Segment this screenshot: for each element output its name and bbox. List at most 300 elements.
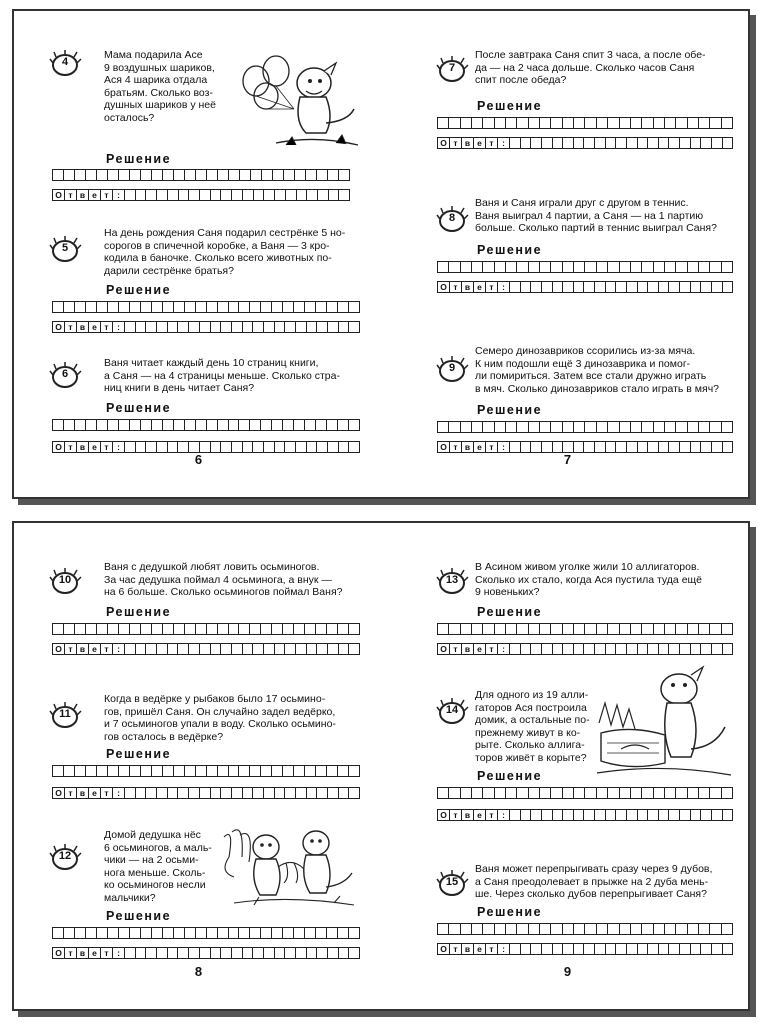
grid-cell[interactable] — [563, 422, 574, 432]
grid-cell[interactable] — [119, 928, 130, 938]
grid-cell[interactable] — [585, 118, 596, 128]
grid-cell[interactable] — [189, 442, 200, 452]
answer-cells[interactable] — [125, 322, 359, 332]
grid-cell[interactable] — [283, 420, 294, 430]
grid-cell[interactable] — [542, 282, 553, 292]
grid-cell[interactable] — [125, 442, 136, 452]
grid-cell[interactable] — [157, 788, 168, 798]
grid-cell[interactable] — [174, 302, 185, 312]
grid-cell[interactable] — [506, 118, 517, 128]
grid-cell[interactable] — [339, 948, 350, 958]
grid-cell[interactable] — [221, 442, 232, 452]
grid-cell[interactable] — [157, 190, 168, 200]
grid-cell[interactable] — [349, 624, 359, 634]
grid-cell[interactable] — [338, 420, 349, 430]
grid-cell[interactable] — [531, 944, 542, 954]
grid-cell[interactable] — [283, 766, 294, 776]
grid-cell[interactable] — [606, 442, 617, 452]
grid-cell[interactable] — [510, 138, 521, 148]
grid-cell[interactable] — [64, 624, 75, 634]
grid-cell[interactable] — [75, 928, 86, 938]
grid-cell[interactable] — [328, 788, 339, 798]
grid-cell[interactable] — [701, 138, 712, 148]
grid-cell[interactable] — [606, 810, 617, 820]
grid-cell[interactable] — [251, 170, 262, 180]
grid-cell[interactable] — [108, 170, 119, 180]
grid-cell[interactable] — [517, 118, 528, 128]
grid-cell[interactable] — [627, 944, 638, 954]
grid-cell[interactable] — [688, 788, 699, 798]
answer-cells[interactable] — [125, 442, 359, 452]
grid-cell[interactable] — [296, 442, 307, 452]
grid-cell[interactable] — [627, 138, 638, 148]
grid-cell[interactable] — [328, 948, 339, 958]
grid-cell[interactable] — [294, 624, 305, 634]
grid-cell[interactable] — [53, 302, 64, 312]
answer-cells[interactable] — [510, 810, 732, 820]
grid-cell[interactable] — [211, 322, 222, 332]
grid-cell[interactable] — [200, 948, 211, 958]
grid-cell[interactable] — [642, 924, 653, 934]
grid-cell[interactable] — [642, 118, 653, 128]
grid-cell[interactable] — [108, 624, 119, 634]
grid-cell[interactable] — [574, 644, 585, 654]
grid-cell[interactable] — [207, 766, 218, 776]
grid-cell[interactable] — [316, 302, 327, 312]
grid-cell[interactable] — [563, 810, 574, 820]
grid-cell[interactable] — [196, 766, 207, 776]
grid-cell[interactable] — [97, 766, 108, 776]
grid-cell[interactable] — [495, 788, 506, 798]
solution-grid[interactable] — [437, 261, 733, 273]
grid-cell[interactable] — [574, 138, 585, 148]
grid-cell[interactable] — [608, 422, 619, 432]
grid-cell[interactable] — [168, 644, 179, 654]
grid-cell[interactable] — [654, 924, 665, 934]
grid-cell[interactable] — [207, 928, 218, 938]
grid-cell[interactable] — [585, 788, 596, 798]
grid-cell[interactable] — [699, 624, 710, 634]
grid-cell[interactable] — [130, 766, 141, 776]
grid-cell[interactable] — [517, 422, 528, 432]
grid-cell[interactable] — [218, 624, 229, 634]
grid-cell[interactable] — [722, 624, 732, 634]
grid-cell[interactable] — [712, 944, 723, 954]
grid-cell[interactable] — [563, 788, 574, 798]
grid-cell[interactable] — [239, 302, 250, 312]
answer-cells[interactable] — [125, 948, 359, 958]
grid-cell[interactable] — [285, 644, 296, 654]
grid-cell[interactable] — [275, 322, 286, 332]
grid-cell[interactable] — [659, 282, 670, 292]
grid-cell[interactable] — [472, 422, 483, 432]
grid-cell[interactable] — [284, 170, 295, 180]
grid-cell[interactable] — [631, 118, 642, 128]
grid-cell[interactable] — [339, 322, 350, 332]
grid-cell[interactable] — [563, 138, 574, 148]
grid-cell[interactable] — [119, 420, 130, 430]
grid-cell[interactable] — [211, 190, 222, 200]
grid-cell[interactable] — [710, 262, 721, 272]
grid-cell[interactable] — [307, 190, 318, 200]
grid-cell[interactable] — [53, 170, 64, 180]
grid-cell[interactable] — [108, 928, 119, 938]
grid-cell[interactable] — [597, 118, 608, 128]
grid-cell[interactable] — [710, 924, 721, 934]
grid-cell[interactable] — [638, 442, 649, 452]
grid-cell[interactable] — [168, 442, 179, 452]
grid-cell[interactable] — [283, 302, 294, 312]
grid-cell[interactable] — [200, 190, 211, 200]
grid-cell[interactable] — [349, 948, 359, 958]
grid-cell[interactable] — [472, 788, 483, 798]
grid-cell[interactable] — [521, 810, 532, 820]
grid-cell[interactable] — [207, 624, 218, 634]
grid-cell[interactable] — [196, 624, 207, 634]
grid-cell[interactable] — [178, 948, 189, 958]
grid-cell[interactable] — [438, 118, 449, 128]
grid-cell[interactable] — [595, 644, 606, 654]
grid-cell[interactable] — [574, 118, 585, 128]
answer-row[interactable] — [52, 947, 360, 959]
grid-cell[interactable] — [221, 788, 232, 798]
grid-cell[interactable] — [146, 322, 157, 332]
grid-cell[interactable] — [189, 322, 200, 332]
grid-cell[interactable] — [146, 644, 157, 654]
grid-cell[interactable] — [317, 788, 328, 798]
grid-cell[interactable] — [495, 924, 506, 934]
grid-cell[interactable] — [665, 118, 676, 128]
grid-cell[interactable] — [349, 442, 359, 452]
grid-cell[interactable] — [64, 420, 75, 430]
grid-cell[interactable] — [627, 442, 638, 452]
grid-cell[interactable] — [701, 644, 712, 654]
grid-cell[interactable] — [262, 170, 273, 180]
answer-cells[interactable] — [125, 644, 359, 654]
grid-cell[interactable] — [264, 442, 275, 452]
grid-cell[interactable] — [178, 788, 189, 798]
grid-cell[interactable] — [296, 788, 307, 798]
grid-cell[interactable] — [196, 928, 207, 938]
grid-cell[interactable] — [608, 118, 619, 128]
grid-cell[interactable] — [200, 644, 211, 654]
answer-cells[interactable] — [510, 644, 732, 654]
grid-cell[interactable] — [53, 624, 64, 634]
grid-cell[interactable] — [283, 928, 294, 938]
grid-cell[interactable] — [136, 322, 147, 332]
answer-row[interactable] — [437, 137, 733, 149]
grid-cell[interactable] — [584, 644, 595, 654]
grid-cell[interactable] — [75, 766, 86, 776]
grid-cell[interactable] — [306, 170, 317, 180]
grid-cell[interactable] — [239, 420, 250, 430]
grid-cell[interactable] — [722, 924, 732, 934]
grid-cell[interactable] — [574, 944, 585, 954]
grid-cell[interactable] — [272, 624, 283, 634]
grid-cell[interactable] — [317, 644, 328, 654]
grid-cell[interactable] — [157, 644, 168, 654]
grid-cell[interactable] — [563, 944, 574, 954]
grid-cell[interactable] — [75, 624, 86, 634]
grid-cell[interactable] — [680, 810, 691, 820]
grid-cell[interactable] — [294, 928, 305, 938]
grid-cell[interactable] — [261, 302, 272, 312]
grid-cell[interactable] — [261, 766, 272, 776]
grid-cell[interactable] — [584, 282, 595, 292]
grid-cell[interactable] — [595, 944, 606, 954]
grid-cell[interactable] — [691, 442, 702, 452]
grid-cell[interactable] — [529, 624, 540, 634]
grid-cell[interactable] — [597, 924, 608, 934]
grid-cell[interactable] — [553, 810, 564, 820]
grid-cell[interactable] — [449, 118, 460, 128]
grid-cell[interactable] — [563, 624, 574, 634]
grid-cell[interactable] — [631, 924, 642, 934]
grid-cell[interactable] — [608, 788, 619, 798]
grid-cell[interactable] — [563, 282, 574, 292]
grid-cell[interactable] — [506, 422, 517, 432]
grid-cell[interactable] — [328, 170, 339, 180]
grid-cell[interactable] — [174, 766, 185, 776]
grid-cell[interactable] — [699, 262, 710, 272]
grid-cell[interactable] — [196, 170, 207, 180]
grid-cell[interactable] — [584, 442, 595, 452]
grid-cell[interactable] — [232, 322, 243, 332]
grid-cell[interactable] — [130, 624, 141, 634]
grid-cell[interactable] — [130, 420, 141, 430]
grid-cell[interactable] — [688, 262, 699, 272]
grid-cell[interactable] — [510, 644, 521, 654]
grid-cell[interactable] — [510, 442, 521, 452]
grid-cell[interactable] — [642, 624, 653, 634]
grid-cell[interactable] — [461, 262, 472, 272]
grid-cell[interactable] — [723, 138, 733, 148]
grid-cell[interactable] — [510, 810, 521, 820]
answer-row[interactable] — [437, 281, 733, 293]
grid-cell[interactable] — [146, 442, 157, 452]
grid-cell[interactable] — [597, 262, 608, 272]
grid-cell[interactable] — [232, 442, 243, 452]
grid-cell[interactable] — [305, 766, 316, 776]
grid-cell[interactable] — [136, 442, 147, 452]
grid-cell[interactable] — [189, 190, 200, 200]
grid-cell[interactable] — [699, 788, 710, 798]
grid-cell[interactable] — [318, 190, 329, 200]
grid-cell[interactable] — [551, 924, 562, 934]
grid-cell[interactable] — [178, 442, 189, 452]
grid-cell[interactable] — [295, 170, 306, 180]
answer-row[interactable] — [437, 643, 733, 655]
grid-cell[interactable] — [461, 924, 472, 934]
grid-cell[interactable] — [638, 282, 649, 292]
grid-cell[interactable] — [317, 170, 328, 180]
grid-cell[interactable] — [483, 924, 494, 934]
grid-cell[interactable] — [680, 442, 691, 452]
grid-cell[interactable] — [250, 624, 261, 634]
grid-cell[interactable] — [638, 138, 649, 148]
grid-cell[interactable] — [595, 138, 606, 148]
grid-cell[interactable] — [553, 138, 564, 148]
grid-cell[interactable] — [218, 420, 229, 430]
grid-cell[interactable] — [108, 420, 119, 430]
grid-cell[interactable] — [294, 302, 305, 312]
grid-cell[interactable] — [338, 766, 349, 776]
grid-cell[interactable] — [551, 118, 562, 128]
grid-cell[interactable] — [136, 948, 147, 958]
grid-cell[interactable] — [152, 766, 163, 776]
grid-cell[interactable] — [449, 624, 460, 634]
grid-cell[interactable] — [438, 624, 449, 634]
grid-cell[interactable] — [243, 788, 254, 798]
grid-cell[interactable] — [616, 944, 627, 954]
grid-cell[interactable] — [676, 422, 687, 432]
grid-cell[interactable] — [531, 810, 542, 820]
grid-cell[interactable] — [506, 788, 517, 798]
grid-cell[interactable] — [495, 624, 506, 634]
grid-cell[interactable] — [517, 262, 528, 272]
grid-cell[interactable] — [316, 928, 327, 938]
grid-cell[interactable] — [168, 190, 179, 200]
grid-cell[interactable] — [542, 138, 553, 148]
grid-cell[interactable] — [240, 170, 251, 180]
grid-cell[interactable] — [207, 170, 218, 180]
grid-cell[interactable] — [152, 928, 163, 938]
grid-cell[interactable] — [659, 810, 670, 820]
grid-cell[interactable] — [710, 624, 721, 634]
grid-cell[interactable] — [64, 928, 75, 938]
grid-cell[interactable] — [305, 302, 316, 312]
grid-cell[interactable] — [616, 644, 627, 654]
grid-cell[interactable] — [723, 442, 733, 452]
answer-cells[interactable] — [510, 282, 732, 292]
grid-cell[interactable] — [229, 170, 240, 180]
grid-cell[interactable] — [483, 422, 494, 432]
grid-cell[interactable] — [659, 644, 670, 654]
grid-cell[interactable] — [712, 644, 723, 654]
grid-cell[interactable] — [185, 624, 196, 634]
grid-cell[interactable] — [563, 262, 574, 272]
grid-cell[interactable] — [339, 442, 350, 452]
grid-cell[interactable] — [531, 138, 542, 148]
grid-cell[interactable] — [620, 788, 631, 798]
grid-cell[interactable] — [699, 924, 710, 934]
grid-cell[interactable] — [327, 624, 338, 634]
grid-cell[interactable] — [218, 302, 229, 312]
grid-cell[interactable] — [218, 170, 229, 180]
grid-cell[interactable] — [449, 788, 460, 798]
grid-cell[interactable] — [146, 190, 157, 200]
grid-cell[interactable] — [691, 944, 702, 954]
grid-cell[interactable] — [125, 948, 136, 958]
grid-cell[interactable] — [97, 420, 108, 430]
grid-cell[interactable] — [218, 928, 229, 938]
grid-cell[interactable] — [229, 420, 240, 430]
grid-cell[interactable] — [64, 302, 75, 312]
grid-cell[interactable] — [438, 788, 449, 798]
grid-cell[interactable] — [553, 282, 564, 292]
grid-cell[interactable] — [506, 262, 517, 272]
grid-cell[interactable] — [676, 624, 687, 634]
grid-cell[interactable] — [676, 924, 687, 934]
grid-cell[interactable] — [305, 928, 316, 938]
answer-row[interactable] — [437, 809, 733, 821]
grid-cell[interactable] — [232, 190, 243, 200]
grid-cell[interactable] — [317, 322, 328, 332]
grid-cell[interactable] — [506, 624, 517, 634]
grid-cell[interactable] — [243, 948, 254, 958]
grid-cell[interactable] — [712, 138, 723, 148]
grid-cell[interactable] — [701, 810, 712, 820]
grid-cell[interactable] — [232, 948, 243, 958]
grid-cell[interactable] — [449, 924, 460, 934]
grid-cell[interactable] — [250, 928, 261, 938]
grid-cell[interactable] — [517, 624, 528, 634]
answer-row[interactable] — [52, 643, 360, 655]
grid-cell[interactable] — [495, 262, 506, 272]
grid-cell[interactable] — [648, 944, 659, 954]
solution-grid[interactable] — [52, 169, 350, 181]
grid-cell[interactable] — [563, 118, 574, 128]
grid-cell[interactable] — [349, 420, 359, 430]
grid-cell[interactable] — [86, 624, 97, 634]
grid-cell[interactable] — [229, 624, 240, 634]
grid-cell[interactable] — [620, 422, 631, 432]
grid-cell[interactable] — [253, 644, 264, 654]
grid-cell[interactable] — [272, 766, 283, 776]
grid-cell[interactable] — [264, 644, 275, 654]
grid-cell[interactable] — [654, 262, 665, 272]
solution-grid[interactable] — [52, 419, 360, 431]
grid-cell[interactable] — [710, 788, 721, 798]
grid-cell[interactable] — [119, 624, 130, 634]
grid-cell[interactable] — [606, 282, 617, 292]
grid-cell[interactable] — [119, 170, 130, 180]
grid-cell[interactable] — [211, 442, 222, 452]
grid-cell[interactable] — [638, 644, 649, 654]
grid-cell[interactable] — [317, 948, 328, 958]
grid-cell[interactable] — [168, 322, 179, 332]
grid-cell[interactable] — [185, 766, 196, 776]
grid-cell[interactable] — [585, 262, 596, 272]
grid-cell[interactable] — [168, 948, 179, 958]
grid-cell[interactable] — [553, 442, 564, 452]
grid-cell[interactable] — [125, 322, 136, 332]
grid-cell[interactable] — [152, 624, 163, 634]
grid-cell[interactable] — [529, 924, 540, 934]
grid-cell[interactable] — [253, 788, 264, 798]
grid-cell[interactable] — [272, 302, 283, 312]
grid-cell[interactable] — [125, 788, 136, 798]
grid-cell[interactable] — [211, 644, 222, 654]
grid-cell[interactable] — [218, 766, 229, 776]
grid-cell[interactable] — [676, 118, 687, 128]
grid-cell[interactable] — [574, 810, 585, 820]
grid-cell[interactable] — [638, 944, 649, 954]
grid-cell[interactable] — [483, 262, 494, 272]
grid-cell[interactable] — [232, 788, 243, 798]
grid-cell[interactable] — [296, 644, 307, 654]
grid-cell[interactable] — [585, 924, 596, 934]
grid-cell[interactable] — [307, 322, 318, 332]
answer-cells[interactable] — [510, 442, 732, 452]
grid-cell[interactable] — [243, 644, 254, 654]
grid-cell[interactable] — [723, 944, 733, 954]
grid-cell[interactable] — [542, 442, 553, 452]
grid-cell[interactable] — [540, 118, 551, 128]
grid-cell[interactable] — [130, 170, 141, 180]
grid-cell[interactable] — [185, 170, 196, 180]
grid-cell[interactable] — [517, 924, 528, 934]
